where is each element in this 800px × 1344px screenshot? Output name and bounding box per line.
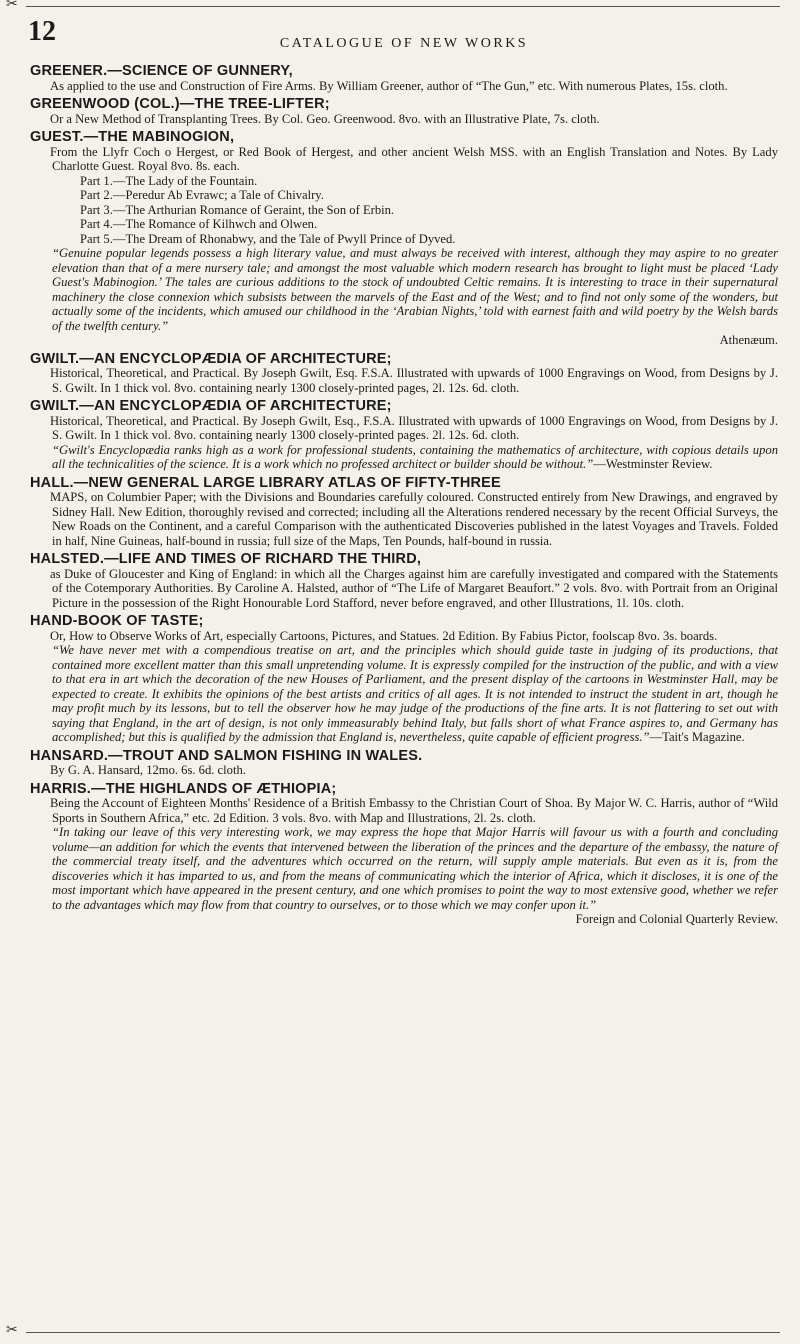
scissor-icon: ✂ bbox=[6, 1323, 18, 1338]
catalogue-entry-gwilt-1 bbox=[30, 352, 778, 396]
entry-description: as Duke of Gloucester and King of England: in which all the Charges against him are carefully investigated and compared with the Statements of the Cotemporary Authorities. By Caroline A. Halsted, author of “The Life of Margaret Beaufort.” 2 vols. 8vo. with Portrait from an Original Picture in the possession of the Right Honourable Lord Stafford, never before engraved, and other Illustrations, 1l. 10s. cloth. bbox=[50, 566, 778, 610]
running-head: CATALOGUE OF NEW WORKS bbox=[279, 36, 529, 51]
catalogue-entry-hansard bbox=[30, 749, 778, 778]
entry-heading: GREENWOOD (COL.)—THE TREE-LIFTER; bbox=[30, 96, 330, 112]
entry-description: MAPS, on Columbier Paper; with the Divisions and Boundaries carefully coloured. Constructed entirely from New Drawings, and engraved by Sidney Hall. New Edition, thoroughly revised and corrected; including all the Alterations rendered necessary by the recent Official Surveys, the New Roads on the Continent, and a careful Comparison with the authenticated Discoveries published in the latest Voyages and Travels. Folded in half, Nine Guineas, half-bound in russia; full size of the Maps, Ten Pounds, half-bound in russia. bbox=[50, 490, 778, 548]
entry-part: Part 2.—Peredur Ab Evrawc; a Tale of Chivalry. bbox=[80, 188, 324, 202]
catalogue-entry-guest bbox=[30, 130, 778, 348]
entry-heading: HALSTED.—LIFE AND TIMES OF RICHARD THE THIRD, bbox=[30, 551, 422, 567]
entry-description: From the Llyfr Coch o Hergest, or Red Book of Hergest, and other ancient Welsh MSS. with an English Translation and Notes. By Lady Charlotte Guest. Royal 8vo. 8s. each. bbox=[50, 144, 778, 173]
quote-text: “Gwilt's Encyclopædia ranks high as a work for professional students, containing the mathematics of architecture, with copious details upon all the technicalities of the science. It is a work which no professed architect or builder should be without.” bbox=[52, 442, 778, 471]
entry-review-source: Athenæum. bbox=[719, 333, 778, 347]
entry-heading: GUEST.—THE MABINOGION, bbox=[30, 129, 235, 145]
entry-heading: GWILT.—AN ENCYCLOPÆDIA OF ARCHITECTURE; bbox=[30, 350, 392, 367]
quote-text: “We have never met with a compendious treatise on art, and the principles which should guide taste in judging of its productions, that contained more excellent matter than this small unpretending volume. It is expressly compiled for the instruction of the public, and with a view to that era in art which the decoration of the new Houses of Parliament, and the present display of the cartoons in Westminster Hall, may be expected to create. It exhibits the opinions of the best artists and critics of all ages. It is not intended to instruct the student in art, though he may profit much by its lessons, but to tell the observer how he may judge of the productions of the fine arts. It is not flattering to set out with saying that England, in the art of design, is not only immeasurably behind Italy, but falls short of what France aspires to, and Germany has accomplished; but this is qualified by the admission that England is, nevertheless, quite capable of efficient progress.” bbox=[52, 643, 778, 744]
entry-part: Part 1.—The Lady of the Fountain. bbox=[80, 173, 258, 188]
entry-heading: HAND-BOOK OF TASTE; bbox=[30, 613, 204, 629]
catalogue-entry-gwilt-2 bbox=[30, 399, 778, 472]
entry-part: Part 4.—The Romance of Kilhwch and Olwen. bbox=[80, 217, 318, 231]
catalogue-content bbox=[30, 64, 778, 931]
entry-review-source: Foreign and Colonial Quarterly Review. bbox=[575, 912, 778, 926]
entry-description: Historical, Theoretical, and Practical. By Joseph Gwilt, Esq. F.S.A. Illustrated with upwards of 1000 Engravings on Wood, from Designs by J. S. Gwilt. In 1 thick vol. 8vo. containing nearly 1300 closely-printed pages, 2l. 12s. 6d. cloth. bbox=[50, 366, 778, 395]
entry-review-source: —Westminster Review. bbox=[593, 457, 713, 471]
page-header bbox=[28, 16, 780, 56]
entry-heading: HARRIS.—THE HIGHLANDS OF ÆTHIOPIA; bbox=[30, 780, 337, 797]
catalogue-entry-hand-book bbox=[30, 614, 778, 745]
entry-heading: GREENER.—SCIENCE OF GUNNERY, bbox=[30, 63, 293, 79]
entry-part: Part 3.—The Arthurian Romance of Geraint, the Son of Erbin. bbox=[80, 202, 395, 217]
entry-description: As applied to the use and Construction of Fire Arms. By William Greener, author of “The Gun,” etc. With numerous Plates, 15s. cloth. bbox=[50, 78, 728, 93]
top-border-rule bbox=[26, 6, 780, 7]
catalogue-entry-halsted bbox=[30, 552, 778, 610]
catalogue-entry-greener bbox=[30, 64, 778, 93]
entry-review-quote bbox=[30, 443, 778, 472]
catalogue-entry-greenwood bbox=[30, 97, 778, 126]
bottom-border-rule bbox=[26, 1332, 780, 1333]
entry-part: Part 5.—The Dream of Rhonabwy, and the Tale of Pwyll Prince of Dyved. bbox=[80, 231, 456, 246]
entry-review-quote: “Genuine popular legends possess a high literary value, and must always be received with interest, although they may aspire to no greater elevation than that of a mere nursery tale; and amongst the most valuable which modern research has brought to light must be placed ‘Lady Guest's Mabinogion.’ The tales are curious additions to the stock of undoubted Celtic remains. It is interesting to trace in their supernatural machinery the close connexion which subsists between the marvels of the East and of the West; and to find not only some of the wonders, but actually some of the incidents, which amused our childhood in the ‘Arabian Nights,’ told with earnest faith and wild poetry by the Welsh bards of the twelfth century.” bbox=[52, 246, 778, 333]
entry-heading: HANSARD.—TROUT AND SALMON FISHING IN WALES. bbox=[30, 747, 423, 764]
entry-description: Or a New Method of Transplanting Trees. By Col. Geo. Greenwood. 8vo. with an Illustrative Plate, 7s. cloth. bbox=[50, 111, 600, 126]
page-number: 12 bbox=[28, 16, 56, 47]
entry-description: Or, How to Observe Works of Art, especially Cartoons, Pictures, and Statues. 2d Edition. By Fabius Pictor, foolscap 8vo. 3s. boards. bbox=[50, 628, 718, 643]
entry-review-quote bbox=[30, 643, 778, 745]
entry-heading: GWILT.—AN ENCYCLOPÆDIA OF ARCHITECTURE; bbox=[30, 398, 392, 414]
entry-heading: HALL.—NEW GENERAL LARGE LIBRARY ATLAS OF FIFTY-THREE bbox=[30, 474, 501, 491]
entry-review-quote: “In taking our leave of this very interesting work, we may express the hope that Major Harris will favour us with a fourth and concluding volume—an addition for which the events that intervened between the liberation of the princes and the departure of the embassy, the nature of the commercial treaty itself, and the adventures which occurred on the return, will supply ample materials. But even as it is, from the discoveries which it has imparted to us, and from the means of communicating which the interior of Africa, which it discloses, it is one of the most important which have appeared in the present century, and one which promises to point the way to most extensive good, whether we refer to the advantages which may flow from that country to ourselves, or to those which we may confer upon it.” bbox=[52, 825, 778, 912]
entry-review-source: —Tait's Magazine. bbox=[649, 730, 745, 744]
scissor-icon: ✂ bbox=[6, 0, 18, 12]
entry-description: Being the Account of Eighteen Months' Residence of a British Embassy to the Christian Court of Shoa. By Major W. C. Harris, author of “Wild Sports in Southern Africa,” etc. 2d Edition. 3 vols. 8vo. with Map and Illustrations, 2l. 2s. cloth. bbox=[50, 796, 778, 825]
catalogue-entry-harris bbox=[30, 782, 778, 927]
entry-description: Historical, Theoretical, and Practical. By Joseph Gwilt, Esq., F.S.A. Illustrated with upwards of 1000 Engravings on Wood, from Designs by J. S. Gwilt. In 1 thick vol. 8vo. containing nearly 1300 closely-printed pages. 2l. 12s. 6d. cloth. bbox=[50, 413, 778, 442]
entry-description: By G. A. Hansard, 12mo. 6s. 6d. cloth. bbox=[50, 763, 246, 777]
catalogue-entry-hall bbox=[30, 476, 778, 549]
